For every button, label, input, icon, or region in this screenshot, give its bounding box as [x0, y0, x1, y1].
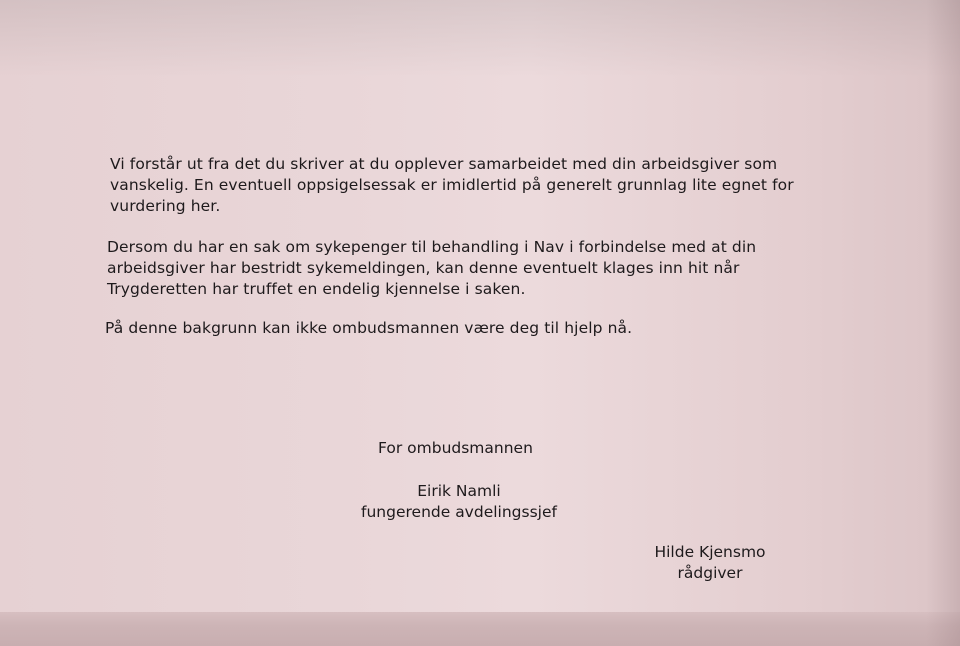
signatory-secondary-title: rådgiver [677, 564, 743, 582]
paragraph-2-line-2: arbeidsgiver har bestridt sykemeldingen, kan denne eventuelt klages inn hit når [107, 259, 740, 277]
paragraph-1-line-1: Vi forstår ut fra det du skriver at du opplever samarbeidet med din arbeidsgiver som [110, 155, 778, 173]
paragraph-1-line-3: vurdering her. [110, 197, 221, 215]
paragraph-1-line-2: vanskelig. En eventuell oppsigelsessak er imidlertid på generelt grunnlag lite egnet for [110, 176, 794, 194]
paragraph-2 [107, 237, 756, 300]
closing-line: For ombudsmannen [378, 439, 533, 457]
signatory-primary [356, 481, 562, 523]
signatory-primary-title: fungerende avdelingssjef [361, 503, 557, 521]
paragraph-1 [110, 154, 794, 217]
paper-fold-shadow [0, 612, 960, 646]
paragraph-3-line-1: På denne bakgrunn kan ikke ombudsmannen være deg til hjelp nå. [105, 319, 633, 337]
paragraph-2-line-1: Dersom du har en sak om sykepenger til behandling i Nav i forbindelse med at din [107, 238, 757, 256]
paper-edge-shadow [926, 0, 960, 646]
paragraph-2-line-3: Trygderetten har truffet en endelig kjennelse i saken. [107, 280, 526, 298]
signatory-secondary [645, 542, 775, 584]
signatory-secondary-name: Hilde Kjensmo [654, 543, 766, 561]
signatory-primary-name: Eirik Namli [417, 482, 501, 500]
paragraph-3 [105, 318, 632, 339]
